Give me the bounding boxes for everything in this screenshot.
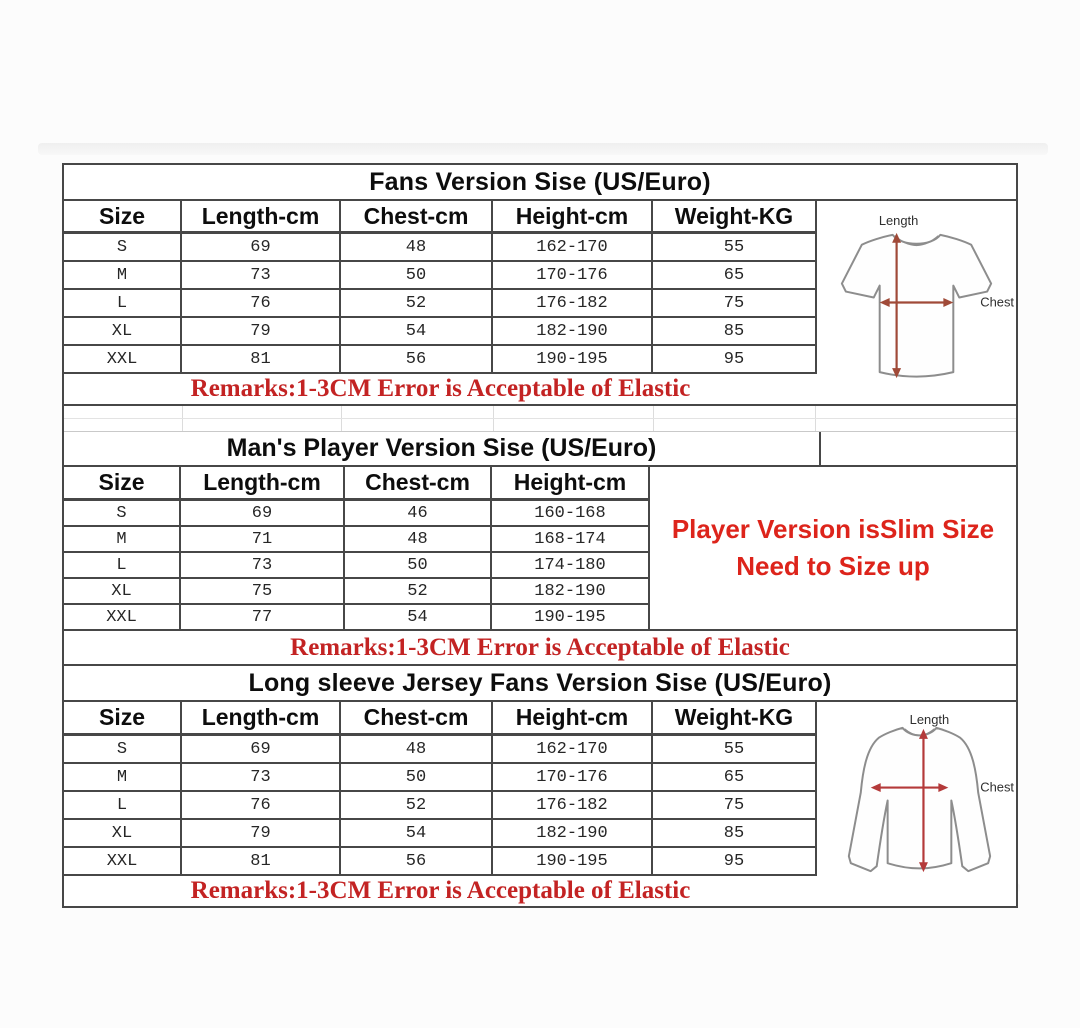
column-header: Height-cm xyxy=(492,467,650,498)
table-row xyxy=(64,346,817,374)
table-cell: 69 xyxy=(182,736,341,762)
table-cell: L xyxy=(64,792,182,818)
short-sleeve-measure-diagram xyxy=(817,201,1016,404)
table-cell: 190-195 xyxy=(492,605,650,629)
table-cell: 176-182 xyxy=(493,290,653,316)
table-cell: M xyxy=(64,527,181,551)
table-cell: 182-190 xyxy=(492,579,650,603)
long-sleeve-table-columns xyxy=(64,702,817,906)
table-row xyxy=(64,820,817,848)
table-cell: 76 xyxy=(182,792,341,818)
table-cell: 168-174 xyxy=(492,527,650,551)
table-row xyxy=(64,290,817,318)
table-row xyxy=(64,234,817,262)
fans-version-table-title: Fans Version Sise (US/Euro) xyxy=(64,165,1016,201)
table-cell: XXL xyxy=(64,605,181,629)
column-header: Length-cm xyxy=(182,201,341,231)
table-cell: 75 xyxy=(653,290,817,316)
long-sleeve-table-title: Long sleeve Jersey Fans Version Sise (US/Euro) xyxy=(64,666,1016,702)
table-row xyxy=(64,501,650,527)
short-sleeve-shirt-icon xyxy=(817,201,1016,404)
table-cell: 46 xyxy=(345,501,492,525)
column-header: Chest-cm xyxy=(341,201,493,231)
table-cell: 182-190 xyxy=(493,318,653,344)
empty-cell xyxy=(821,432,1016,465)
table-cell: 52 xyxy=(341,792,493,818)
table-cell: 170-176 xyxy=(493,764,653,790)
table-cell: S xyxy=(64,736,182,762)
table-cell: 162-170 xyxy=(493,234,653,260)
table-cell: 48 xyxy=(341,234,493,260)
fans-version-table-body xyxy=(64,201,1016,406)
player-version-table-columns xyxy=(64,467,650,629)
table-cell: 56 xyxy=(341,848,493,874)
long-sleeve-table-body xyxy=(64,702,1016,906)
table-cell: 73 xyxy=(182,262,341,288)
column-header: Weight-KG xyxy=(653,201,817,231)
table-cell: XL xyxy=(64,820,182,846)
table-cell: 95 xyxy=(653,848,817,874)
tshirt-outline xyxy=(842,235,991,377)
table-cell: 79 xyxy=(182,318,341,344)
player-version-note-line1: Player Version isSlim Size xyxy=(671,514,995,544)
remarks-note: Remarks:1-3CM Error is Acceptable of Elastic xyxy=(64,631,1016,666)
player-version-table-title: Man's Player Version Sise (US/Euro) xyxy=(64,432,821,465)
table-cell: 54 xyxy=(341,820,493,846)
table-cell: 75 xyxy=(653,792,817,818)
photo-shadow-band-top xyxy=(38,143,1048,155)
table-cell: 65 xyxy=(653,262,817,288)
long-sleeve-shirt-icon xyxy=(817,702,1016,906)
player-version-title-row xyxy=(64,432,1016,467)
table-row xyxy=(64,527,650,553)
remarks-note: Remarks:1-3CM Error is Acceptable of Elastic xyxy=(190,375,691,402)
table-row xyxy=(64,318,817,346)
table-cell: M xyxy=(64,262,182,288)
table-row xyxy=(64,764,817,792)
table-cell: XXL xyxy=(64,346,182,372)
chest-label: Chest xyxy=(980,779,1015,795)
long-sleeve-measure-diagram xyxy=(817,702,1016,906)
table-cell: S xyxy=(64,501,181,525)
column-header: Size xyxy=(64,201,182,231)
table-row xyxy=(64,579,650,605)
column-header: Length-cm xyxy=(181,467,345,498)
table-cell: 160-168 xyxy=(492,501,650,525)
table-row xyxy=(64,262,817,290)
column-header: Chest-cm xyxy=(341,702,493,733)
table-cell: 76 xyxy=(182,290,341,316)
table-cell: 77 xyxy=(181,605,345,629)
chest-label: Chest xyxy=(980,294,1015,310)
table-cell: 95 xyxy=(653,346,817,372)
table-cell: 182-190 xyxy=(493,820,653,846)
player-version-note xyxy=(650,467,1016,629)
long-sleeve-outline xyxy=(849,728,990,871)
table-cell: 174-180 xyxy=(492,553,650,577)
table-cell: 55 xyxy=(653,234,817,260)
table-header-row xyxy=(64,467,650,501)
table-cell: 50 xyxy=(341,764,493,790)
table-cell: 54 xyxy=(345,605,492,629)
table-cell: 50 xyxy=(345,553,492,577)
column-header: Size xyxy=(64,467,181,498)
remarks-note: Remarks:1-3CM Error is Acceptable of Elastic xyxy=(190,877,691,904)
table-cell: XXL xyxy=(64,848,182,874)
table-cell: 56 xyxy=(341,346,493,372)
table-cell: S xyxy=(64,234,182,260)
player-version-note-line2: Need to Size up xyxy=(736,551,930,581)
length-label: Length xyxy=(909,711,950,727)
table-cell: 176-182 xyxy=(493,792,653,818)
table-cell: 162-170 xyxy=(493,736,653,762)
table-cell: 52 xyxy=(345,579,492,603)
table-cell: L xyxy=(64,290,182,316)
table-cell: 69 xyxy=(181,501,345,525)
table-cell: 81 xyxy=(182,346,341,372)
table-cell: XL xyxy=(64,579,181,603)
table-cell: 65 xyxy=(653,764,817,790)
table-cell: 85 xyxy=(653,820,817,846)
column-header: Chest-cm xyxy=(345,467,492,498)
table-header-row xyxy=(64,201,817,234)
column-header: Height-cm xyxy=(493,702,653,733)
table-header-row xyxy=(64,702,817,736)
column-header: Length-cm xyxy=(182,702,341,733)
table-row xyxy=(64,792,817,820)
column-header: Size xyxy=(64,702,182,733)
table-cell: 69 xyxy=(182,234,341,260)
table-cell: M xyxy=(64,764,182,790)
table-cell: 73 xyxy=(181,553,345,577)
table-row xyxy=(64,605,650,629)
table-cell: XL xyxy=(64,318,182,344)
length-label: Length xyxy=(878,212,919,228)
table-cell: 170-176 xyxy=(493,262,653,288)
fans-version-table-columns xyxy=(64,201,817,404)
spacer-row xyxy=(64,406,1016,432)
table-cell: 75 xyxy=(181,579,345,603)
table-cell: 55 xyxy=(653,736,817,762)
size-chart-sheet xyxy=(62,163,1018,908)
table-cell: 79 xyxy=(182,820,341,846)
table-cell: 54 xyxy=(341,318,493,344)
table-row xyxy=(64,848,817,876)
table-cell: L xyxy=(64,553,181,577)
table-cell: 48 xyxy=(341,736,493,762)
table-cell: 190-195 xyxy=(493,848,653,874)
table-cell: 48 xyxy=(345,527,492,551)
player-version-table-body xyxy=(64,467,1016,631)
table-cell: 81 xyxy=(182,848,341,874)
table-cell: 50 xyxy=(341,262,493,288)
table-cell: 190-195 xyxy=(493,346,653,372)
column-header: Height-cm xyxy=(493,201,653,231)
table-row xyxy=(64,736,817,764)
table-cell: 85 xyxy=(653,318,817,344)
table-row xyxy=(64,553,650,579)
table-cell: 73 xyxy=(182,764,341,790)
table-cell: 71 xyxy=(181,527,345,551)
table-cell: 52 xyxy=(341,290,493,316)
column-header: Weight-KG xyxy=(653,702,817,733)
